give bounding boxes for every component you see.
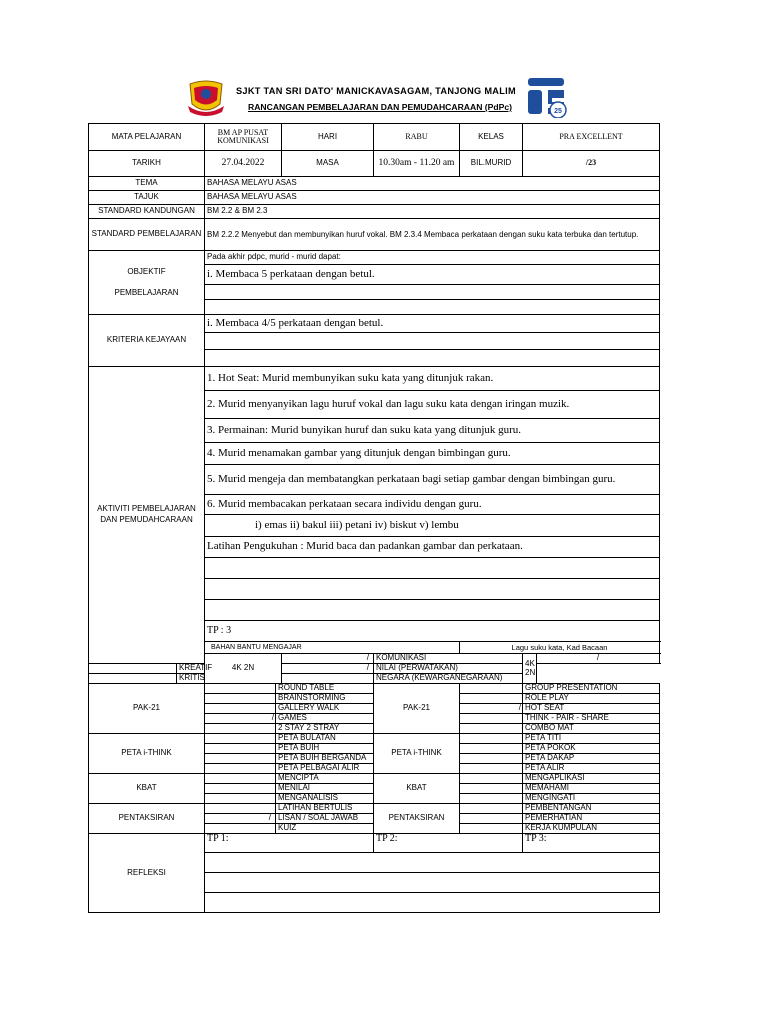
plan-title: RANCANGAN PEMBELAJARAN DAN PEMUDAHCARAAN (PdPc) bbox=[248, 102, 513, 112]
info-row-1 bbox=[89, 124, 660, 151]
pak-right-4: COMBO MAT bbox=[523, 724, 660, 734]
peta-right-2: PETA DAKAP bbox=[523, 754, 660, 764]
aktiviti-latihan: Latihan Pengukuhan : Murid baca dan padankan gambar dan perkataan. bbox=[205, 537, 660, 558]
peta-mark-4 bbox=[460, 744, 523, 754]
peta-left-0: PETA BULATAN bbox=[276, 734, 374, 744]
refleksi-tp1: TP 1: bbox=[205, 834, 374, 853]
lesson-plan-table bbox=[88, 123, 660, 913]
k4-mark-3 bbox=[89, 664, 177, 674]
objektif-label-line-1: OBJEKTIF bbox=[127, 266, 166, 276]
kbat-left-1: MENILAI bbox=[276, 784, 374, 794]
kbat-left-2: MENGANALISIS bbox=[276, 794, 374, 804]
refleksi-tp2: TP 2: bbox=[374, 834, 523, 853]
aktiviti-label: AKTIVITI PEMBELAJARAN DAN PEMUDAHCARAAN bbox=[89, 367, 205, 664]
aktiviti-2: 2. Murid menyanyikan lagu huruf vokal dan lagu suku kata dengan iringan muzik. bbox=[205, 391, 660, 419]
pak-mark-4 bbox=[460, 694, 523, 704]
aktiviti-3: 3. Permainan: Murid bunyikan huruf dan suku kata yang ditunjuk guru. bbox=[205, 419, 660, 443]
document-header bbox=[0, 0, 768, 124]
standard-kandungan-row bbox=[89, 205, 660, 219]
kbat-mark-6 bbox=[460, 794, 523, 804]
school-name: SJKT TAN SRI DATO' MANICKAVASAGAM, TANJONG MALIM bbox=[236, 86, 516, 96]
peta-left-1: PETA BUIH bbox=[276, 744, 374, 754]
k4-left-0: KOMUNIKASI bbox=[374, 654, 523, 664]
aktiviti-words: i) emas ii) bakul iii) petani iv) biskut v) lembu bbox=[205, 515, 660, 537]
kbat-mark-3 bbox=[205, 784, 276, 794]
pent-row-1 bbox=[89, 804, 660, 814]
pak-right-3: THINK - PAIR - SHARE bbox=[523, 714, 660, 724]
mata-pelajaran-value: BM AP PUSAT KOMUNIKASI bbox=[205, 124, 282, 151]
k4-row-2 bbox=[89, 664, 660, 674]
mata-pelajaran-label: MATA PELAJARAN bbox=[89, 124, 205, 151]
kriteria-label: KRITERIA KEJAYAAN bbox=[89, 315, 205, 367]
pak-mark-2 bbox=[460, 684, 523, 694]
k4-right-2: NEGARA (KEWARGANEGARAAN) bbox=[374, 674, 523, 684]
k4-label-left: 4K 2N bbox=[205, 654, 282, 684]
objektif-1: i. Membaca 5 perkataan dengan betul. bbox=[205, 265, 660, 285]
pak-mark-7: / bbox=[205, 714, 276, 724]
peta-mark-8 bbox=[460, 764, 523, 774]
peta-label-right: PETA i-THINK bbox=[374, 734, 460, 774]
masa-label: MASA bbox=[282, 151, 374, 177]
aktiviti-6: 6. Murid membacakan perkataan secara individu dengan guru. bbox=[205, 495, 660, 515]
k4-label-right: 4K 2N bbox=[523, 654, 537, 684]
kbat-mark-1 bbox=[205, 774, 276, 784]
k4-mark-5 bbox=[89, 674, 177, 684]
pak-left-3: GAMES bbox=[276, 714, 374, 724]
peta-mark-5 bbox=[205, 754, 276, 764]
pent-left-2: KUIZ bbox=[276, 824, 374, 834]
pak-right-0: GROUP PRESENTATION bbox=[523, 684, 660, 694]
pak-left-1: BRAINSTORMING bbox=[276, 694, 374, 704]
k4-right-1: NILAI (PERWATAKAN) bbox=[374, 664, 523, 674]
peta-label-left: PETA i-THINK bbox=[89, 734, 205, 774]
pak-mark-10 bbox=[460, 724, 523, 734]
aktiviti-1: 1. Hot Seat: Murid membunyikan suku kata yang ditunjuk rakan. bbox=[205, 367, 660, 391]
peta-mark-2 bbox=[460, 734, 523, 744]
pak-mark-8 bbox=[460, 714, 523, 724]
pent-label-left: PENTAKSIRAN bbox=[89, 804, 205, 834]
anniversary-logo-icon bbox=[526, 74, 568, 118]
pent-mark-1 bbox=[205, 804, 276, 814]
aktiviti-4: 4. Murid menamakan gambar yang ditunjuk dengan bimbingan guru. bbox=[205, 443, 660, 465]
refleksi-tp3: TP 3: bbox=[523, 834, 660, 853]
refleksi-blank-2 bbox=[205, 873, 660, 893]
k4-left-1: KREATIF bbox=[177, 664, 276, 674]
peta-mark-7 bbox=[205, 764, 276, 774]
pak-mark-9 bbox=[205, 724, 276, 734]
tarikh-label: TARIKH bbox=[89, 151, 205, 177]
objektif-row-1 bbox=[89, 251, 660, 265]
kbat-left-0: MENCIPTA bbox=[276, 774, 374, 784]
kriteria-row-1 bbox=[89, 315, 660, 333]
pak-left-4: 2 STAY 2 STRAY bbox=[276, 724, 374, 734]
standard-kandungan-label: STANDARD KANDUNGAN bbox=[89, 205, 205, 219]
objektif-blank-1 bbox=[205, 285, 660, 300]
k4-mark-2: / bbox=[537, 654, 660, 664]
pent-mark-4 bbox=[460, 814, 523, 824]
pak-left-2: GALLERY WALK bbox=[276, 704, 374, 714]
k4-left-2: KRITIS bbox=[177, 674, 276, 684]
tajuk-value: BAHASA MELAYU ASAS bbox=[205, 191, 660, 205]
aktiviti-blank-2 bbox=[205, 579, 660, 600]
peta-mark-1 bbox=[205, 734, 276, 744]
peta-right-1: PETA POKOK bbox=[523, 744, 660, 754]
kbat-mark-5 bbox=[205, 794, 276, 804]
bil-murid-value: /23 bbox=[523, 151, 660, 177]
kbat-mark-2 bbox=[460, 774, 523, 784]
refleksi-blank-3 bbox=[205, 893, 660, 913]
pak-label-right: PAK-21 bbox=[374, 684, 460, 734]
pent-right-1: PEMERHATIAN bbox=[523, 814, 660, 824]
peta-left-2: PETA BUIH BERGANDA bbox=[276, 754, 374, 764]
k4-mark-4: / bbox=[282, 664, 374, 674]
kbat-right-0: MENGAPLIKASI bbox=[523, 774, 660, 784]
k4-mark-1: / bbox=[282, 654, 374, 664]
peta-mark-3 bbox=[205, 744, 276, 754]
pak-mark-5 bbox=[205, 704, 276, 714]
pak-right-1: ROLE PLAY bbox=[523, 694, 660, 704]
pak-mark-3 bbox=[205, 694, 276, 704]
pent-label-right: PENTAKSIRAN bbox=[374, 804, 460, 834]
hari-value: RABU bbox=[374, 124, 460, 151]
pak-left-0: ROUND TABLE bbox=[276, 684, 374, 694]
tema-row bbox=[89, 177, 660, 191]
objektif-intro: Pada akhir pdpc, murid - murid dapat: bbox=[205, 251, 660, 265]
refleksi-label: REFLEKSI bbox=[89, 834, 205, 913]
kbat-row-1 bbox=[89, 774, 660, 784]
pent-right-0: PEMBENTANGAN bbox=[523, 804, 660, 814]
pent-mark-5 bbox=[205, 824, 276, 834]
info-row-2 bbox=[89, 151, 660, 177]
school-crest-icon bbox=[186, 78, 226, 116]
kbat-label-left: KBAT bbox=[89, 774, 205, 804]
k4-mark-6 bbox=[282, 674, 374, 684]
hari-label: HARI bbox=[282, 124, 374, 151]
bil-murid-label: BIL.MURID bbox=[460, 151, 523, 177]
kriteria-blank-2 bbox=[205, 350, 660, 367]
aktiviti-5: 5. Murid mengeja dan membatangkan perkataan bagi setiap gambar dengan bimbingan guru. bbox=[205, 465, 660, 495]
tarikh-value: 27.04.2022 bbox=[205, 151, 282, 177]
kbat-mark-4 bbox=[460, 784, 523, 794]
pent-mark-3: / bbox=[205, 814, 276, 824]
standard-pembelajaran-label: STANDARD PEMBELAJARAN bbox=[89, 219, 205, 251]
refleksi-blank-1 bbox=[205, 853, 660, 873]
kbat-label-right: KBAT bbox=[374, 774, 460, 804]
tema-value: BAHASA MELAYU ASAS bbox=[205, 177, 660, 191]
kbat-right-1: MEMAHAMI bbox=[523, 784, 660, 794]
peta-right-0: PETA TITI bbox=[523, 734, 660, 744]
bbm-value: Lagu suku kata, Kad Bacaan bbox=[460, 642, 660, 654]
kelas-label: KELAS bbox=[460, 124, 523, 151]
tema-label: TEMA bbox=[89, 177, 205, 191]
bbm-label: BAHAN BANTU MENGAJAR bbox=[205, 642, 460, 654]
pak-label-left: PAK-21 bbox=[89, 684, 205, 734]
pent-left-1: LISAN / SOAL JAWAB bbox=[276, 814, 374, 824]
pak-mark-6: / bbox=[460, 704, 523, 714]
pak-mark-1 bbox=[205, 684, 276, 694]
kelas-value: PRA EXCELLENT bbox=[523, 124, 660, 151]
objektif-label-line-2: PEMBELAJARAN bbox=[114, 287, 179, 297]
pak-right-2: HOT SEAT bbox=[523, 704, 660, 714]
standard-pembelajaran-row bbox=[89, 219, 660, 251]
pent-left-0: LATIHAN BERTULIS bbox=[276, 804, 374, 814]
aktiviti-row-1 bbox=[89, 367, 660, 391]
peta-row-1 bbox=[89, 734, 660, 744]
masa-value: 10.30am - 11.20 am bbox=[374, 151, 460, 177]
standard-pembelajaran-value: BM 2.2.2 Menyebut dan membunyikan huruf vokal. BM 2.3.4 Membaca perkataan dengan suku kata terbuka dan tertutup. bbox=[205, 219, 660, 251]
standard-kandungan-value: BM 2.2 & BM 2.3 bbox=[205, 205, 660, 219]
peta-mark-6 bbox=[460, 754, 523, 764]
pent-mark-2 bbox=[460, 804, 523, 814]
pak-row-1 bbox=[89, 684, 660, 694]
tp-value: TP : 3 bbox=[205, 621, 660, 642]
objektif-label bbox=[89, 251, 205, 315]
kbat-right-2: MENGINGATI bbox=[523, 794, 660, 804]
logo-number: 25 bbox=[554, 108, 562, 115]
kriteria-1: i. Membaca 4/5 perkataan dengan betul. bbox=[205, 315, 660, 333]
tajuk-label: TAJUK bbox=[89, 191, 205, 205]
aktiviti-blank-3 bbox=[205, 600, 660, 621]
kriteria-blank-1 bbox=[205, 333, 660, 350]
k4-row-3 bbox=[89, 674, 660, 684]
peta-left-3: PETA PELBAGAI ALIR bbox=[276, 764, 374, 774]
aktiviti-blank-1 bbox=[205, 558, 660, 579]
pent-right-2: KERJA KUMPULAN bbox=[523, 824, 660, 834]
objektif-blank-2 bbox=[205, 300, 660, 315]
pent-mark-6 bbox=[460, 824, 523, 834]
refleksi-row-1 bbox=[89, 834, 660, 853]
peta-right-3: PETA ALIR bbox=[523, 764, 660, 774]
tajuk-row bbox=[89, 191, 660, 205]
